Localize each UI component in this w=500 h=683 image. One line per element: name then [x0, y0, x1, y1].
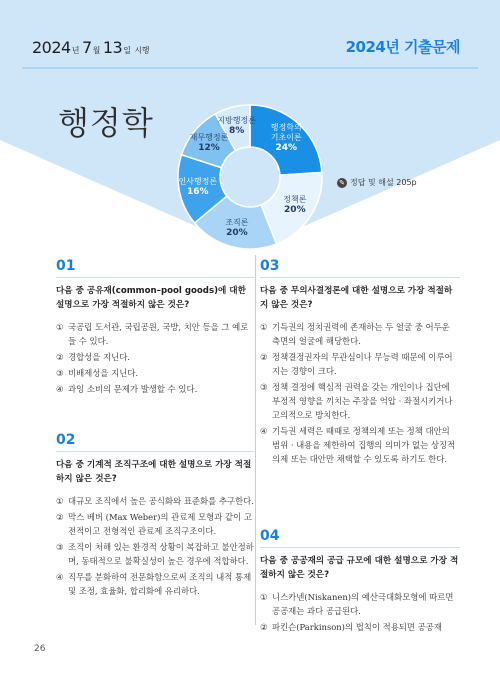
subject-title: 행정학 [58, 104, 154, 142]
question-number: 02 [56, 432, 256, 452]
slice-percentage: 12% [198, 143, 220, 154]
option-2: ② 경합성을 지닌다. [56, 352, 130, 362]
question-number: 01 [56, 258, 256, 278]
answer-note [337, 177, 417, 188]
slice-label [225, 218, 248, 238]
exam-title: 2024년 기출문제 [345, 38, 460, 56]
slice-category: 재무행정론 [189, 133, 229, 143]
slice-percentage: 16% [186, 186, 209, 197]
slice-percentage: 20% [226, 228, 248, 239]
option-2: ② 막스 베버 (Max Weber)의 관료제 모형과 같이 고전적이고 전형적인 관료제 조직구조이다. [56, 512, 252, 536]
option-1: ① 국공립 도서관, 국립공원, 국방, 치안 등을 그 예로 들 수 있다. [56, 322, 249, 346]
option-4: ④ 기득권 세력은 때때로 정책의제 또는 정책 대안의 범위 · 내용을 제한하여 집행의 의미가 없는 상징적 의제 또는 대안만 채택할 수 있도록 하기도 한다. [260, 426, 456, 464]
question-text: 다음 중 기계적 조직구조에 대한 설명으로 가장 적절하지 않은 것은? [56, 460, 252, 484]
option-1: ① 기득권의 정치권력에 존재하는 두 얼굴 중 어두운 측면의 얼굴에 해당한다. [260, 322, 450, 346]
exam-date: 2024년 7월 13일 시행 [32, 38, 149, 57]
answer-note-text: 정답 및 해설 205p [350, 178, 417, 187]
question-text: 다음 중 공공재의 공급 규모에 대한 설명으로 가장 적절하지 않은 것은? [260, 556, 459, 580]
option-3: ③ 정책 결정에 핵심적 권력을 갖는 개인이나 집단에 부정적 영향을 끼치는 주장을 억압 · 좌절시키거나 고의적으로 방치한다. [260, 382, 453, 420]
slice-percentage: 24% [275, 143, 297, 154]
slice-label [271, 123, 302, 153]
question-text: 다음 중 무의사결정론에 대한 설명으로 가장 적절하지 않은 것은? [260, 286, 453, 310]
answer-key-icon: ✎ [337, 178, 347, 188]
option-3: ③ 조직이 처해 있는 환경적 상황이 복잡하고 불안정하며, 동태적으로 불확실성이 높은 경우에 적합하다. [56, 542, 254, 566]
option-2: ② 정책결정권자의 무관심이나 무능력 때문에 이루어지는 경향이 크다. [260, 352, 453, 376]
slice-category: 정책론 [283, 195, 307, 205]
question-02 [56, 432, 256, 600]
option-4: ④ 과잉 소비의 문제가 발생할 수 있다. [56, 384, 198, 394]
slice-label [283, 195, 306, 215]
slice-label [178, 177, 217, 197]
slice-category: 지방행정론 [217, 115, 256, 125]
question-04 [260, 528, 460, 636]
option-1: ① 니스카넨(Niskanen)의 예산극대화모형에 따르면 공공재는 과다 공급된다. [260, 592, 454, 616]
slice-percentage: 20% [284, 205, 306, 216]
slice-category: 조직론 [225, 218, 249, 228]
question-text: 다음 중 공유재(common–pool goods)에 대한 설명으로 가장 적절하지 않은 것은? [56, 286, 246, 310]
question-number: 04 [260, 528, 460, 548]
option-2: ② 파킨슨(Parkinson)의 법칙이 적용되면 공공재 [260, 622, 442, 632]
slice-label [217, 116, 256, 136]
slice-percentage: 8% [228, 125, 245, 136]
question-01 [56, 258, 256, 398]
slice-label [190, 133, 229, 153]
option-1: ① 대규모 조직에서 높은 공식화와 표준화를 추구한다. [56, 496, 254, 506]
question-03 [260, 258, 460, 468]
option-3: ③ 비배제성을 지닌다. [56, 368, 139, 378]
question-number: 03 [260, 258, 460, 278]
topic-distribution-chart [175, 102, 325, 252]
option-4: ④ 직무를 분화하여 전문화함으로써 조직의 내적 통제 및 조정, 효율화, 합리화에 유리하다. [56, 572, 252, 596]
slice-category: 행정학의 기초이론 [270, 123, 302, 143]
page-number: 26 [34, 644, 46, 654]
slice-category: 인사행정론 [178, 176, 218, 186]
